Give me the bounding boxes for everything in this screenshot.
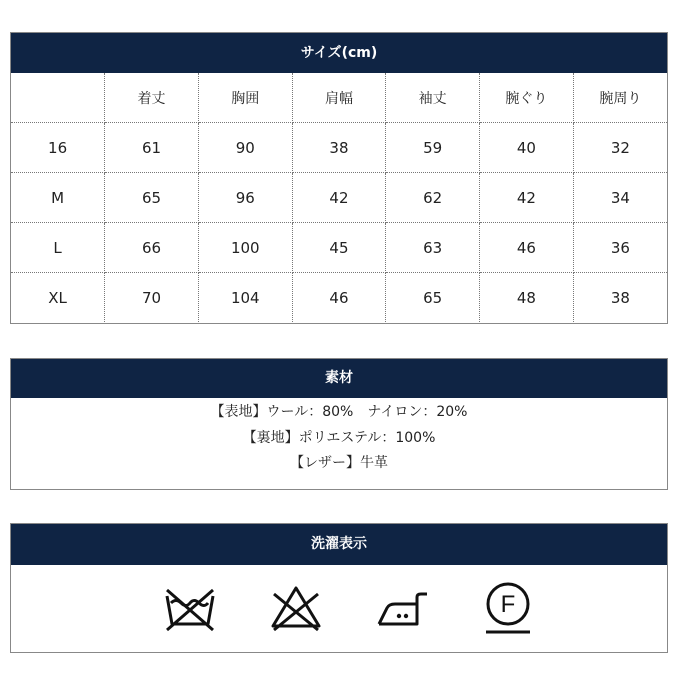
table-cell: 38 [610,288,630,307]
no-washing-icon [163,584,217,632]
col-header-arm-circ: 腕周り [573,73,667,123]
size-label: 16 [11,123,105,173]
table-cell: 38 [292,123,386,173]
care-icons [11,565,667,651]
table-row [11,173,667,223]
table-cell: 65 [105,173,199,223]
table-row [11,123,667,173]
table-row [11,273,667,323]
corner-cell [11,73,105,123]
table-cell: 48 [480,273,574,323]
col-header-armhole: 腕ぐり [480,73,574,123]
table-cell: 63 [386,223,480,273]
table-cell: 42 [292,173,386,223]
care-title: 洗濯表示 [11,524,667,565]
size-label: M [11,173,105,223]
table-cell: 90 [198,123,292,173]
care-section [10,523,668,653]
table-cell: 45 [292,223,386,273]
table-cell: 66 [105,223,199,273]
col-header-sleeve: 袖丈 [386,73,480,123]
material-line-leather: 【レザー】牛革 [290,455,388,471]
iron-low-temp-icon [375,584,429,632]
col-header-chest: 胸囲 [198,73,292,123]
table-cell: 104 [198,273,292,323]
table-cell: 59 [386,123,480,173]
table-cell: 100 [198,223,292,273]
table-cell: 70 [105,273,199,323]
material-line-outer: 【表地】ウール：80% ナイロン：20% [210,404,468,420]
material-title: 素材 [11,359,667,398]
size-label: XL [11,273,105,323]
size-section [10,32,668,324]
table-cell: 96 [198,173,292,223]
table-row [11,223,667,273]
table-cell: 65 [386,273,480,323]
no-bleach-icon [269,584,323,632]
table-cell: 46 [292,273,386,323]
material-section [10,358,668,490]
table-cell: 46 [480,223,574,273]
table-cell: 62 [386,173,480,223]
col-header-shoulder: 肩幅 [292,73,386,123]
size-title: サイズ(cm) [11,33,667,73]
size-label: L [11,223,105,273]
table-cell: 42 [480,173,574,223]
material-body [11,398,667,477]
dry-clean-letter: F [500,591,516,618]
table-cell: 34 [573,173,667,223]
material-line-lining: 【裏地】ポリエステル：100% [242,429,436,446]
size-header-row [11,73,667,123]
col-header-length: 着丈 [105,73,199,123]
dry-clean-f-icon [481,580,535,636]
table-cell: 40 [480,123,574,173]
table-cell: 36 [573,223,667,273]
table-cell: 61 [105,123,199,173]
size-table [11,73,667,322]
table-cell: 32 [573,123,667,173]
